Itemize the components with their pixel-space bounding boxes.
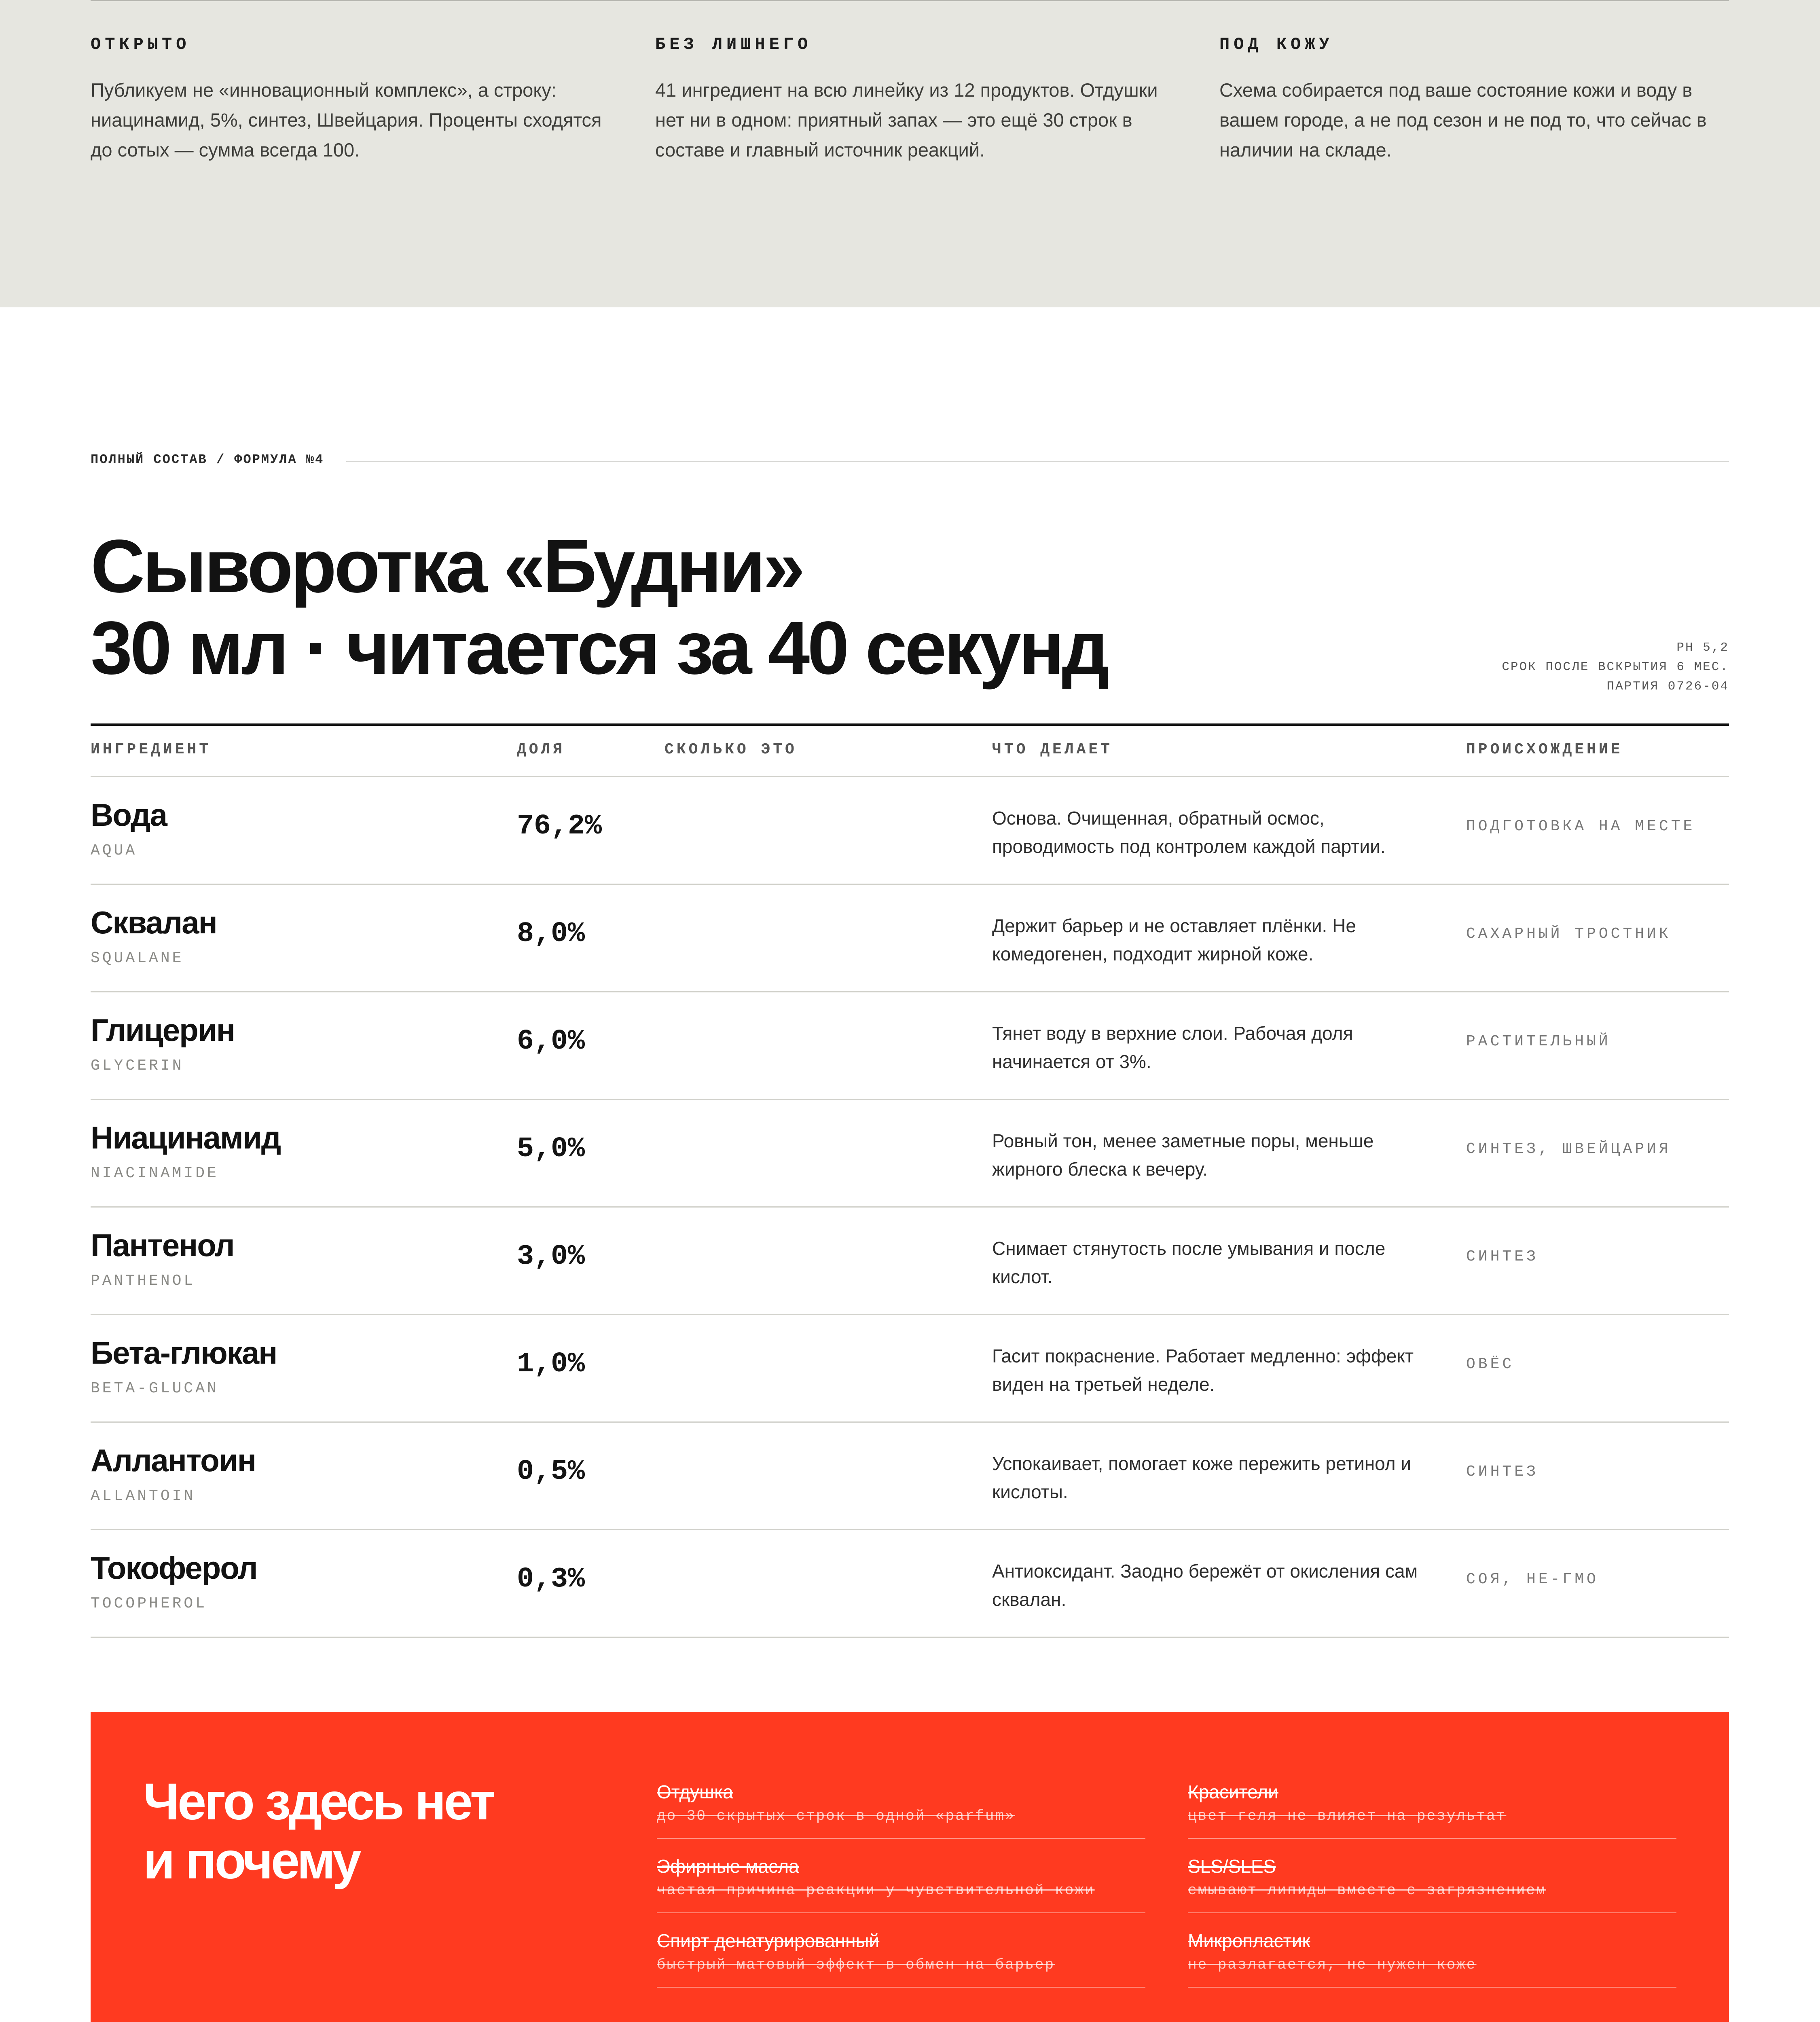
ingredient-description: Снимает стянутость после умывания и после кислот. — [992, 1238, 1386, 1287]
ingredient-share: 8,0% — [517, 918, 585, 950]
table-row — [91, 1530, 1729, 1638]
excluded-reason: цвет геля не влияет на результат — [1188, 1808, 1507, 1824]
list-item — [1188, 1913, 1676, 1988]
ingredient-description: Ровный тон, менее заметные поры, меньше жирного блеска к вечеру. — [992, 1130, 1374, 1180]
table-row — [91, 992, 1729, 1100]
features-band — [0, 0, 1820, 307]
product-title — [91, 526, 1107, 689]
row-divider — [91, 1637, 1729, 1638]
product-title-line-2: 30 мл · читается за 40 секунд — [91, 606, 1107, 690]
ingredient-origin: СИНТЕЗ, ШВЕЙЦАРИЯ — [1466, 1140, 1671, 1158]
ingredient-share: 0,5% — [517, 1456, 585, 1488]
table-row — [91, 1100, 1729, 1208]
ingredient-inci: TOCOPHEROL — [91, 1595, 207, 1612]
table-row — [91, 777, 1729, 885]
product-title-line-1: Сыворотка «Будни» — [91, 525, 803, 608]
list-item — [657, 1913, 1145, 1988]
ingredient-inci: AQUA — [91, 842, 138, 859]
excluded-reason: смывают липиды вместе с загрязнением — [1188, 1882, 1546, 1899]
list-item — [1188, 1839, 1676, 1913]
feature-title: ПОД КОЖУ — [1219, 35, 1333, 54]
ingredient-description: Тянет воду в верхние слои. Рабочая доля начинается от 3%. — [992, 1023, 1353, 1072]
list-item — [657, 1839, 1145, 1913]
feature-text: Публикуем не «инновационный комплекс», а строку: ниацинамид, 5%, синтез, Швейцария. Проценты сходятся до сотых — сумма всегда 100. — [91, 79, 602, 161]
excluded-name: SLS/SLES — [1188, 1856, 1276, 1877]
meta-ph: PH 5,2 — [1676, 641, 1729, 655]
excluded-name: Эфирные масла — [657, 1856, 799, 1877]
meta-batch: ПАРТИЯ 0726-04 — [1606, 679, 1729, 694]
ingredient-origin: СИНТЕЗ — [1466, 1463, 1539, 1481]
table-row — [91, 1423, 1729, 1530]
excluded-title-line-2: и почему — [143, 1832, 360, 1890]
table-row — [91, 1315, 1729, 1423]
excluded-name: Спирт денатурированный — [657, 1930, 880, 1951]
feature-title: БЕЗ ЛИШНЕГО — [655, 35, 812, 54]
ingredient-description: Антиоксидант. Заодно бережёт от окисления сам сквалан. — [992, 1561, 1418, 1610]
ingredient-description: Гасит покраснение. Работает медленно: эффект виден на третьей неделе. — [992, 1345, 1414, 1395]
ingredient-inci: SQUALANE — [91, 950, 184, 967]
ingredient-share: 1,0% — [517, 1348, 585, 1380]
column-header-does: ЧТО ДЕЛАЕТ — [992, 741, 1113, 758]
excluded-ingredients-block — [91, 1712, 1729, 2022]
product-meta — [1502, 638, 1729, 696]
feature-text: Схема собирается под ваше состояние кожи и воду в вашем городе, а не под сезон и не под то, что сейчас в наличии на складе. — [1219, 79, 1707, 161]
ingredient-description: Основа. Очищенная, обратный осмос, проводимость под контролем каждой партии. — [992, 808, 1386, 857]
ingredient-name: Сквалан — [91, 905, 217, 940]
excluded-reason: до 30 скрытых строк в одной «parfum» — [657, 1808, 1015, 1824]
meta-shelf-life: СРОК ПОСЛЕ ВСКРЫТИЯ 6 МЕС. — [1502, 660, 1729, 674]
ingredient-name: Глицерин — [91, 1012, 235, 1048]
ingredient-name: Аллантоин — [91, 1442, 256, 1478]
ingredient-description: Держит барьер и не оставляет плёнки. Не комедогенен, подходит жирной коже. — [992, 915, 1356, 964]
excluded-reason: не разлагается, не нужен коже — [1188, 1956, 1477, 1973]
excluded-reason: частая причина реакции у чувствительной кожи — [657, 1882, 1095, 1899]
excluded-title — [143, 1772, 493, 1891]
excluded-name: Красители — [1188, 1781, 1278, 1802]
ingredient-name: Бета-глюкан — [91, 1335, 277, 1371]
excluded-title-line-1: Чего здесь нет — [143, 1773, 493, 1831]
feature-personalized — [1219, 35, 1733, 165]
ingredient-inci: ALLANTOIN — [91, 1487, 196, 1505]
feature-open — [91, 35, 604, 165]
ingredient-name: Ниацинамид — [91, 1120, 281, 1155]
ingredient-origin: РАСТИТЕЛЬНЫЙ — [1466, 1033, 1611, 1050]
ingredient-inci: NIACINAMIDE — [91, 1165, 219, 1182]
ingredient-inci: PANTHENOL — [91, 1272, 196, 1290]
ingredient-name: Пантенол — [91, 1227, 234, 1263]
ingredient-name: Вода — [91, 797, 167, 833]
ingredient-origin: ОВЁС — [1466, 1356, 1515, 1373]
feature-title: ОТКРЫТО — [91, 35, 190, 54]
ingredient-origin: СИНТЕЗ — [1466, 1248, 1539, 1265]
ingredient-inci: BETA-GLUCAN — [91, 1380, 219, 1397]
ingredient-inci: GLYCERIN — [91, 1057, 184, 1074]
excluded-list-left — [657, 1764, 1145, 1988]
ingredient-origin: САХАРНЫЙ ТРОСТНИК — [1466, 925, 1671, 943]
ingredient-share: 6,0% — [517, 1026, 585, 1058]
column-header-share: ДОЛЯ — [517, 741, 565, 758]
ingredient-origin: ПОДГОТОВКА НА МЕСТЕ — [1466, 818, 1695, 835]
section-divider — [346, 461, 1729, 462]
feature-text: 41 ингредиент на всю линейку из 12 продуктов. Отдушки нет ни в одном: приятный запах — это ещё 30 строк в составе и главный источник реакций. — [655, 79, 1158, 161]
list-item — [1188, 1764, 1676, 1839]
ingredient-share: 3,0% — [517, 1241, 585, 1273]
excluded-name: Отдушка — [657, 1781, 733, 1802]
ingredient-origin: СОЯ, НЕ-ГМО — [1466, 1571, 1599, 1588]
ingredient-share: 5,0% — [517, 1133, 585, 1165]
list-item — [657, 1764, 1145, 1839]
excluded-list-right — [1188, 1764, 1676, 1988]
column-header-amount: СКОЛЬКО ЭТО — [665, 741, 797, 758]
feature-nothing-extra — [655, 35, 1169, 165]
excluded-name: Микропластик — [1188, 1930, 1310, 1951]
ingredient-share: 76,2% — [517, 810, 602, 842]
excluded-reason: быстрый матовый эффект в обмен на барьер — [657, 1956, 1055, 1973]
top-divider — [91, 0, 1729, 1]
table-row — [91, 885, 1729, 992]
ingredient-description: Успокаивает, помогает коже пережить ретинол и кислоты. — [992, 1453, 1412, 1502]
table-row — [91, 1208, 1729, 1315]
column-header-origin: ПРОИСХОЖДЕНИЕ — [1466, 741, 1623, 758]
section-label: ПОЛНЫЙ СОСТАВ / ФОРМУЛА №4 — [91, 452, 324, 467]
column-header-ingredient: ИНГРЕДИЕНТ — [91, 741, 212, 758]
ingredient-name: Токоферол — [91, 1550, 257, 1586]
table-top-rule — [91, 723, 1729, 726]
ingredient-share: 0,3% — [517, 1563, 585, 1595]
